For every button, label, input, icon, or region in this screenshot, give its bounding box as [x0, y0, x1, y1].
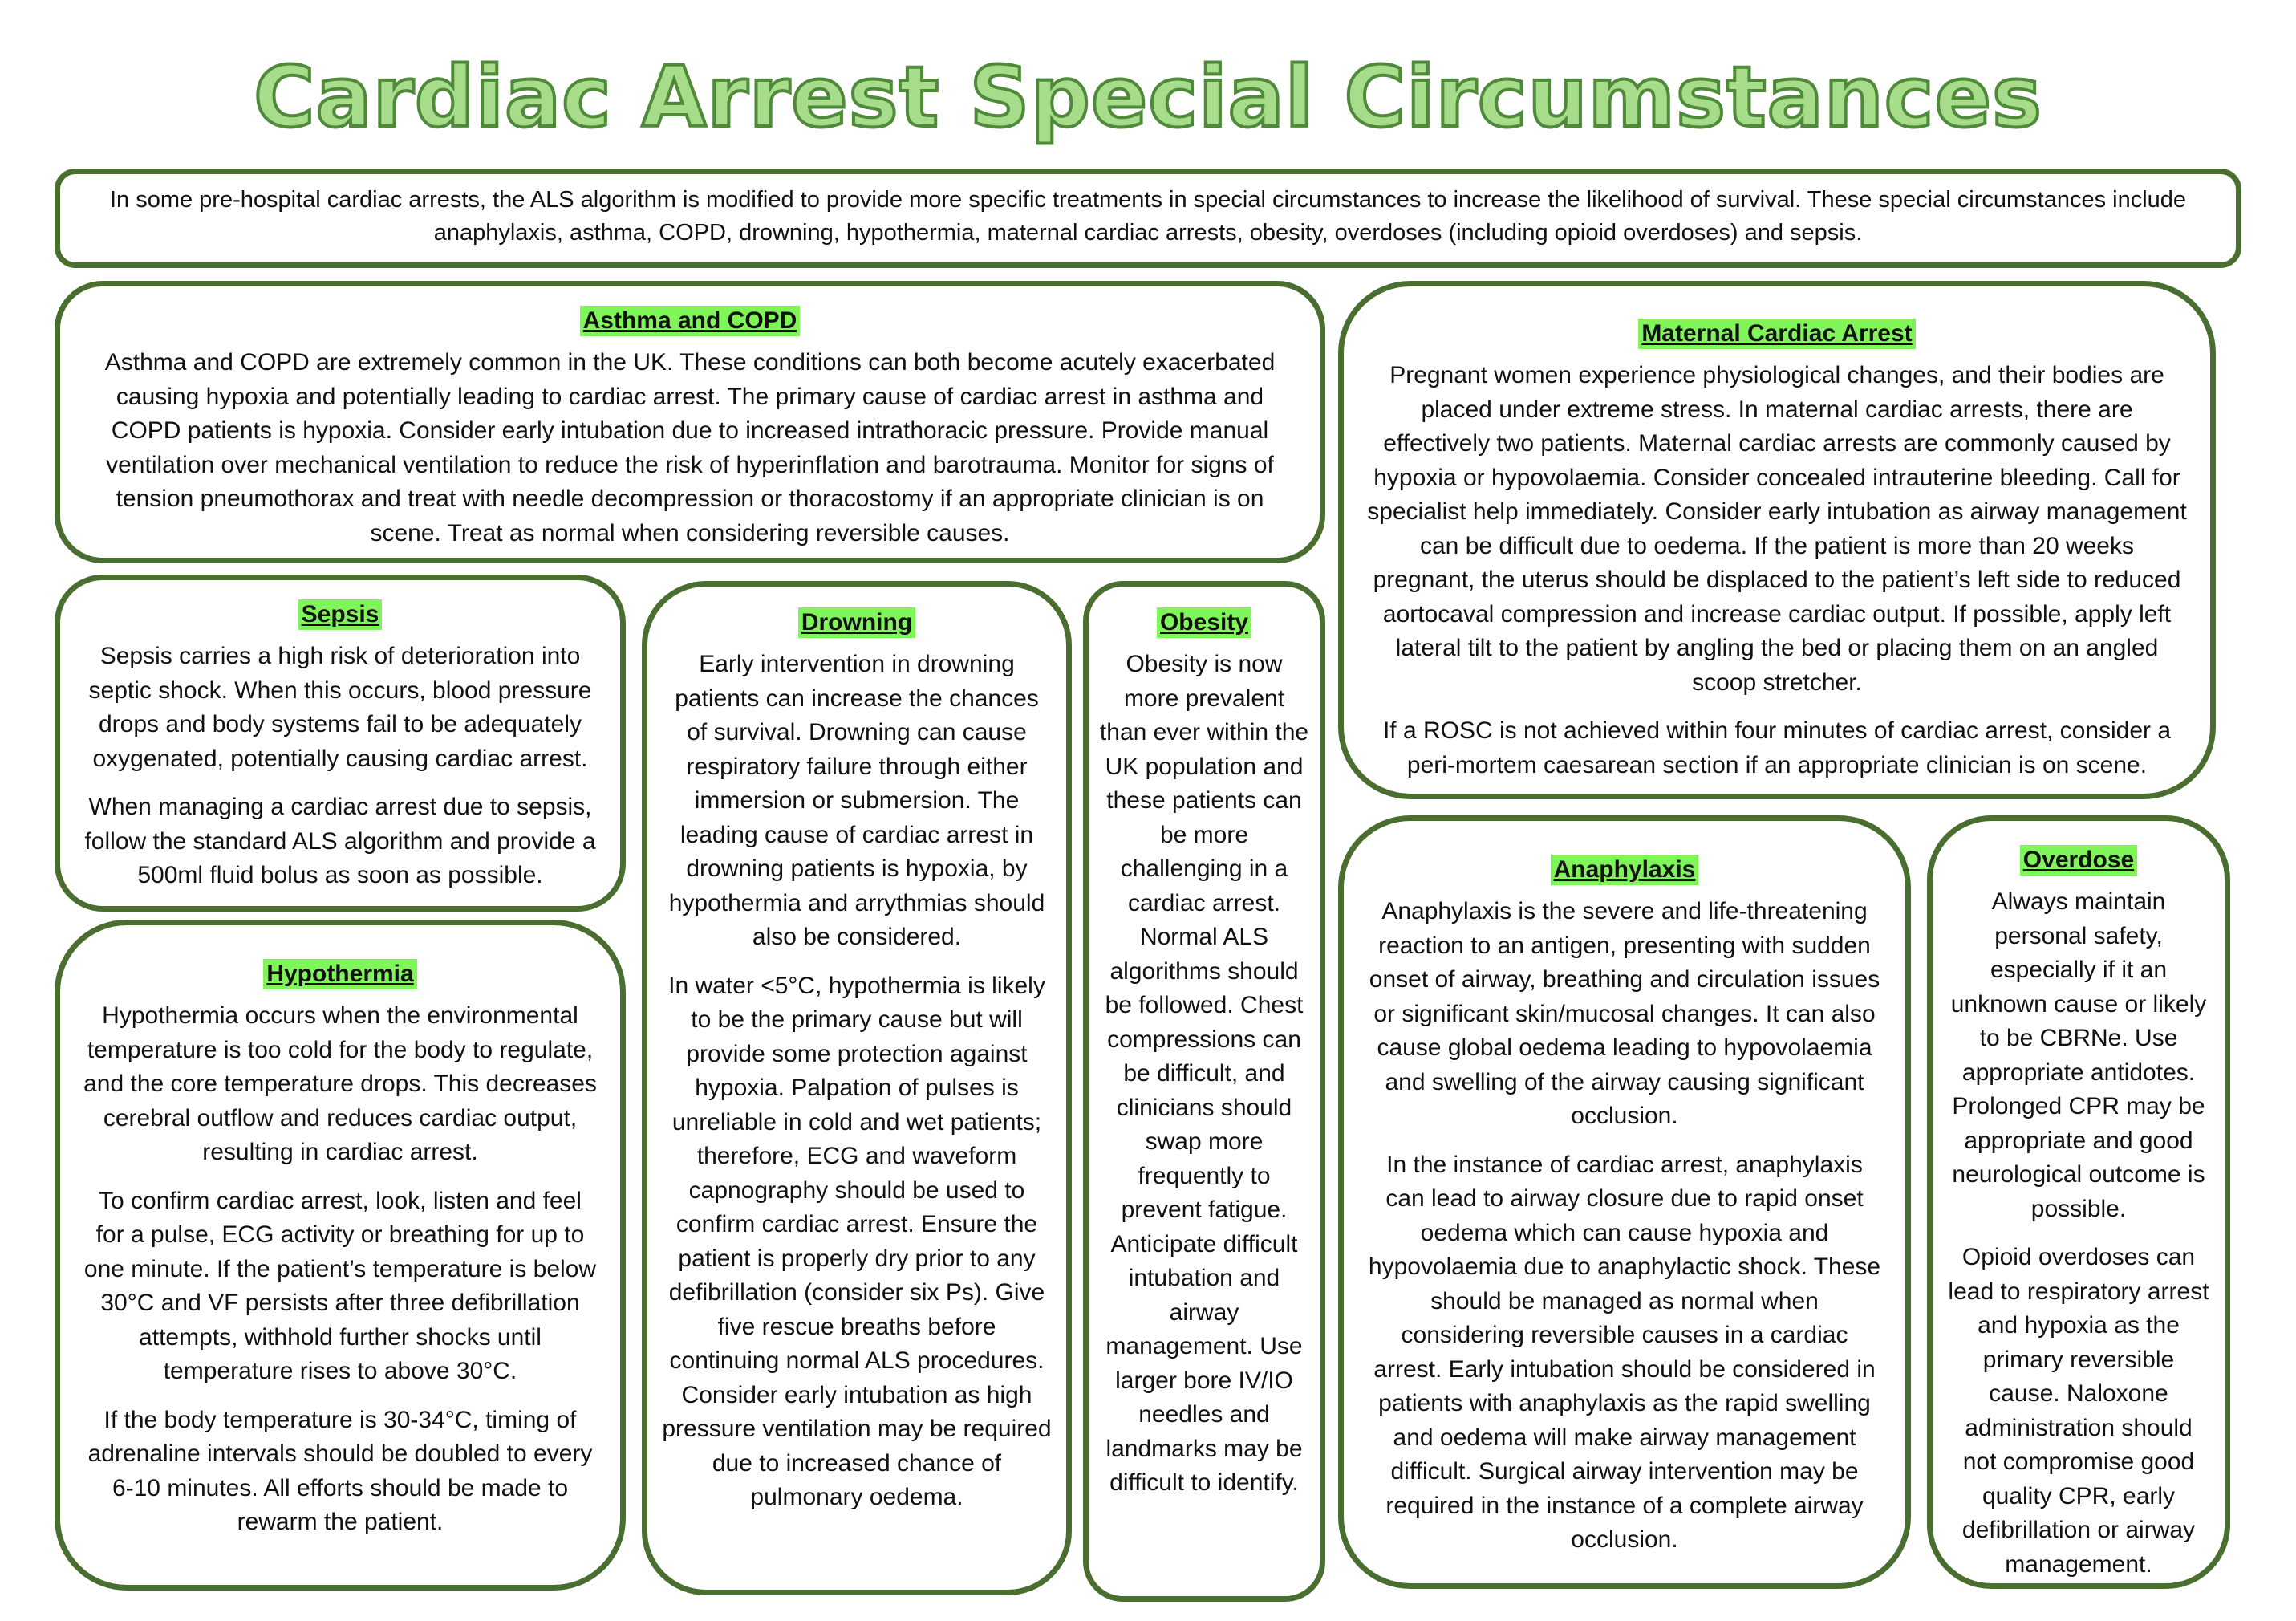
anaphylaxis-heading: Anaphylaxis — [1551, 855, 1699, 885]
overdose-box — [1927, 815, 2230, 1589]
obesity-heading: Obesity — [1157, 607, 1251, 638]
drowning-heading: Drowning — [798, 607, 915, 638]
hypothermia-box — [55, 920, 626, 1591]
intro-box — [55, 169, 2241, 268]
hypothermia-heading: Hypothermia — [263, 959, 416, 989]
asthma-copd-box — [55, 281, 1325, 563]
obesity-text: Obesity is now more prevalent than ever within the UK population and these patients can be more challenging in a cardiac arrest. Normal ALS algorithms should be followed. Chest compressions can be difficult, and clinicians should swap more frequently to prevent fatigue. Anticipate difficult intubation and airway management. Use larger bore IV/IO needles and landmarks may be difficult to identify. — [1099, 651, 1309, 1496]
anaphylaxis-box — [1338, 815, 1911, 1589]
maternal-text-1: Pregnant women experience physiological changes, and their bodies are placed under extreme stress. In maternal cardiac arrests, there are effectively two patients. Maternal cardiac arrests are commonly caused by hypoxia or hypovolaemia. Consider concealed intrauterine bleeding. Call for specialist help immediately. Consider early intubation as airway management can be difficult due to oedema. If the patient is more than 20 weeks pregnant, the uterus should be displaced to the patient’s left side to reduced aortocaval compression and increase cardiac output. If possible, apply left lateral tilt to the patient by angling the bed or placing them on an angled scoop stretcher. — [1367, 362, 2187, 696]
asthma-copd-heading: Asthma and COPD — [580, 306, 801, 336]
sepsis-box — [55, 575, 626, 912]
overdose-text-2: Opioid overdoses can lead to respiratory arrest and hypoxia as the primary reversible cause. Naloxone administration should not compromise good quality CPR, early defibrillation or airway management. — [1948, 1244, 2209, 1578]
drowning-box — [642, 581, 1072, 1595]
overdose-text-1: Always maintain personal safety, especially if it an unknown cause or likely to be CBRNe. Use appropriate antidotes. Prolonged CPR may be appropriate and good neurological outcome is possible. — [1950, 888, 2207, 1222]
drowning-text-2: In water <5°C, hypothermia is likely to be the primary cause but will provide some protection against hypoxia. Palpation of pulses is unreliable in cold and wet patients; therefore, ECG and waveform capnography should be used to confirm cardiac arrest. Ensure the patient is properly dry prior to any defibrillation (consider six Ps). Give five rescue breaths before continuing normal ALS procedures. Consider early intubation as high pressure ventilation may be required due to increased chance of pulmonary oedema. — [662, 972, 1052, 1510]
anaphylaxis-text-1: Anaphylaxis is the severe and life-threatening reaction to an antigen, presenting with sudden onset of airway, breathing and circulation issues or significant skin/mucosal changes. It can also cause global oedema leading to hypovolaemia and swelling of the airway causing significant occlusion. — [1369, 898, 1880, 1129]
sepsis-heading: Sepsis — [298, 599, 383, 630]
hypothermia-text-1: Hypothermia occurs when the environmental temperature is too cold for the body to regulate, and the core temperature drops. This decreases cerebral outflow and reduces cardiac output, resulting in cardiac arrest. — [83, 1002, 597, 1165]
maternal-heading: Maternal Cardiac Arrest — [1638, 319, 1915, 349]
obesity-box — [1083, 581, 1325, 1602]
sepsis-text-1: Sepsis carries a high risk of deterioration into septic shock. When this occurs, blood pressure drops and body systems fail to be adequately oxygenated, potentially causing cardiac arrest. — [88, 643, 592, 772]
asthma-copd-text: Asthma and COPD are extremely common in the UK. These conditions can both become acutely exacerbated causing hypoxia and potentially leading to cardiac arrest. The primary cause of cardiac arrest in asthma and COPD patients is hypoxia. Consider early intubation due to increased intrathoracic pressure. Provide manual ventilation over mechanical ventilation to reduce the risk of hyperinflation and barotrauma. Monitor for signs of tension pneumothorax and treat with needle decompression or thoracostomy if an appropriate clinician is on scene. Treat as normal when considering reversible causes. — [104, 349, 1276, 546]
page-title: Cardiac Arrest Special Circumstances — [254, 48, 2042, 146]
sepsis-text-2: When managing a cardiac arrest due to sepsis, follow the standard ALS algorithm and provide a 500ml fluid bolus as soon as possible. — [84, 794, 596, 888]
maternal-cardiac-arrest-box — [1338, 281, 2216, 799]
intro-text: In some pre-hospital cardiac arrests, the ALS algorithm is modified to provide more specific treatments in special circumstances to increase the likelihood of survival. These special circumstances include anaphylaxis, asthma, COPD, drowning, hypothermia, maternal cardiac arrests, obesity, overdoses (including opioid overdoses) and sepsis. — [109, 187, 2187, 246]
maternal-text-2: If a ROSC is not achieved within four minutes of cardiac arrest, consider a peri-mortem caesarean section if an appropriate clinician is on scene. — [1382, 717, 2172, 778]
hypothermia-text-2: To confirm cardiac arrest, look, listen and feel for a pulse, ECG activity or breathing for up to one minute. If the patient’s temperature is below 30°C and VF persists after three defibrillation attempts, withhold further shocks until temperature rises to above 30°C. — [83, 1187, 597, 1384]
drowning-text-1: Early intervention in drowning patients can increase the chances of survival. Drowning can cause respiratory failure through either immersion or submersion. The leading cause of cardiac arrest in drowning patients is hypoxia, by hypothermia and arrythmias should also be considered. — [668, 651, 1045, 950]
overdose-heading: Overdose — [2020, 845, 2137, 876]
hypothermia-text-3: If the body temperature is 30-34°C, timing of adrenaline intervals should be doubled to every 6-10 minutes. All efforts should be made to rewarm the patient. — [87, 1406, 593, 1535]
anaphylaxis-text-2: In the instance of cardiac arrest, anaphylaxis can lead to airway closure due to rapid onset oedema which can cause hypoxia and hypovolaemia due to anaphylactic shock. These should be managed as normal when considering reversible causes in a cardiac arrest. Early intubation should be considered in patients with anaphylaxis as the rapid swelling and oedema will make airway management difficult. Surgical airway intervention may be required in the instance of a complete airway occlusion. — [1368, 1151, 1881, 1553]
